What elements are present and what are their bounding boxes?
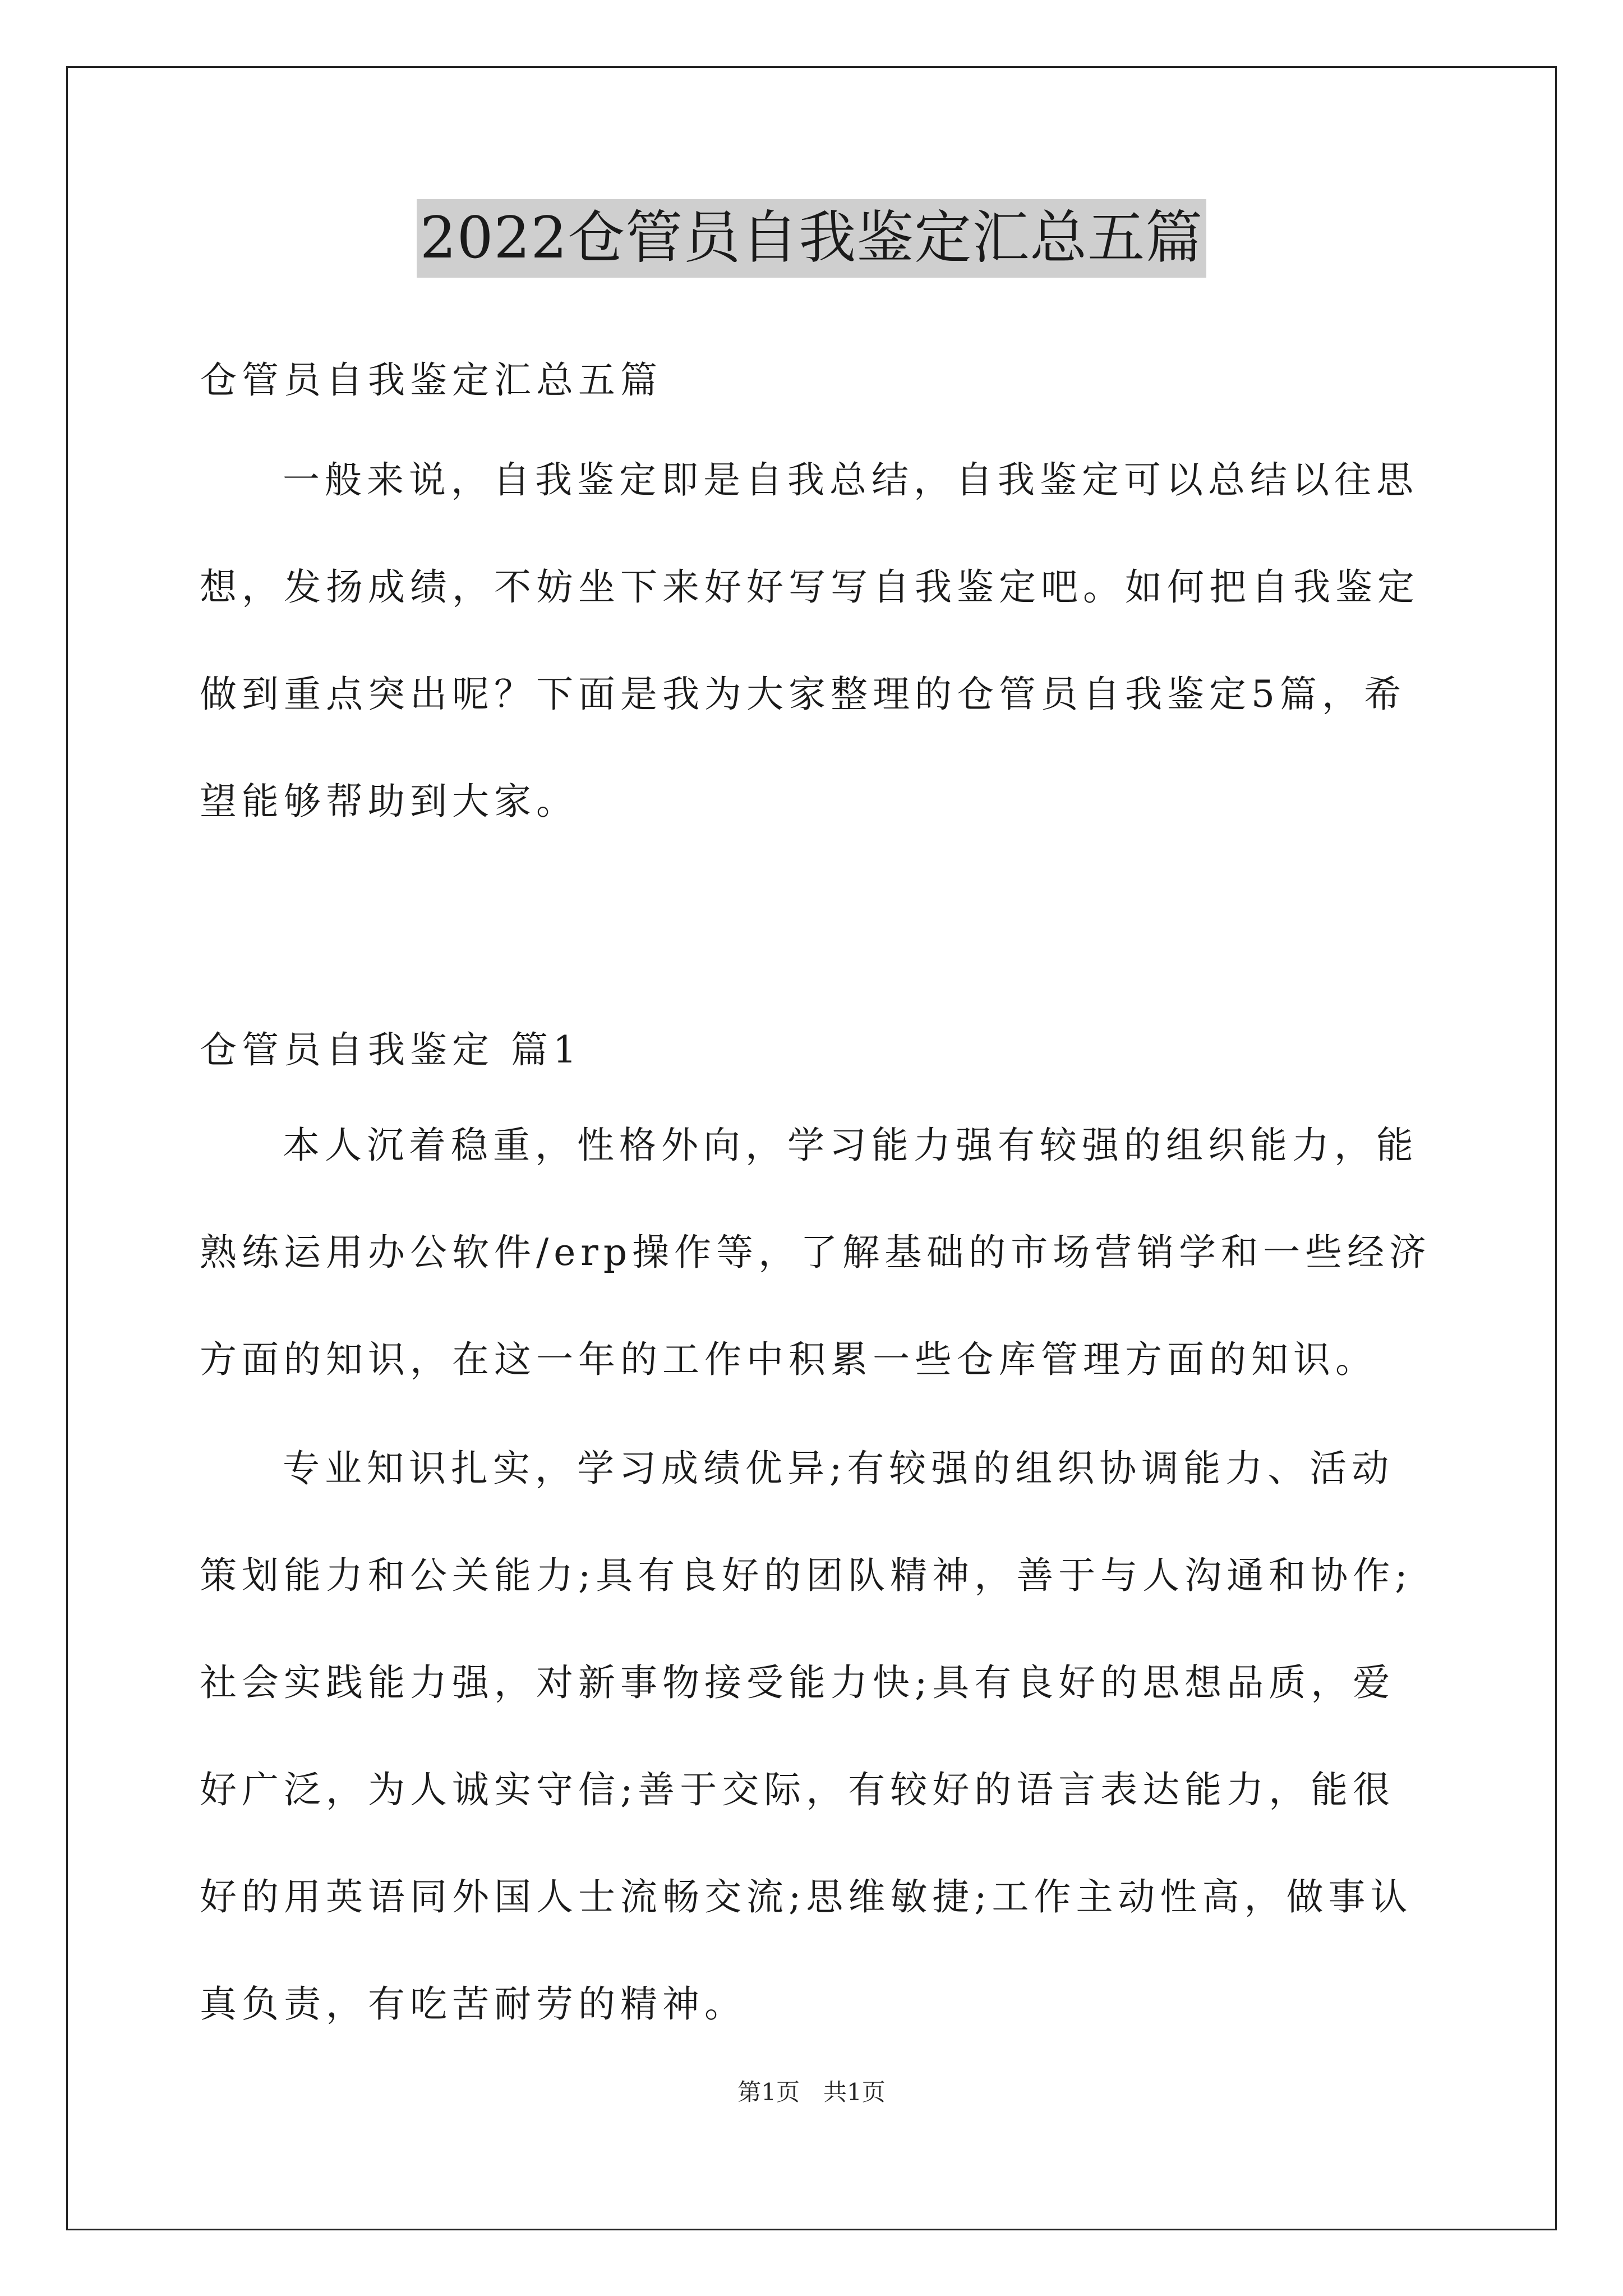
intro-paragraph: 一般来说，自我鉴定即是自我总结，自我鉴定可以总结以往思想，发扬成绩，不妨坐下来好好写写自我鉴定吧。如何把自我鉴定做到重点突出呢？下面是我为大家整理的仓管员自我鉴定5篇，希望能够帮助到大家。 (200, 458, 1419, 823)
document-title: 2022仓管员自我鉴定汇总五篇 (417, 199, 1207, 278)
section-heading: 仓管员自我鉴定 篇1 (200, 1028, 582, 1071)
section-paragraph: 专业知识扎实，学习成绩优异;有较强的组织协调能力、活动策划能力和公关能力;具有良好的团队精神，善于与人沟通和协作;社会实践能力强，对新事物接受能力快;具有良好的思想品质，爱好广泛，为人诚实守信;善于交际，有较好的语言表达能力，能很好的用英语同外国人士流畅交流;思维敏捷;工作主动性高，做事认真负责，有吃苦耐劳的精神。 (200, 1447, 1413, 2026)
document-subtitle: 仓管员自我鉴定汇总五篇 (200, 358, 662, 402)
title-container (0, 199, 1623, 278)
page-number-footer: 第1页 共1页 (737, 2078, 886, 2106)
section-paragraph: 本人沉着稳重，性格外向，学习能力强有较强的组织能力，能熟练运用办公软件/erp操作等，了解基础的市场营销学和一些经济方面的知识，在这一年的工作中积累一些仓库管理方面的知识。 (200, 1124, 1432, 1381)
